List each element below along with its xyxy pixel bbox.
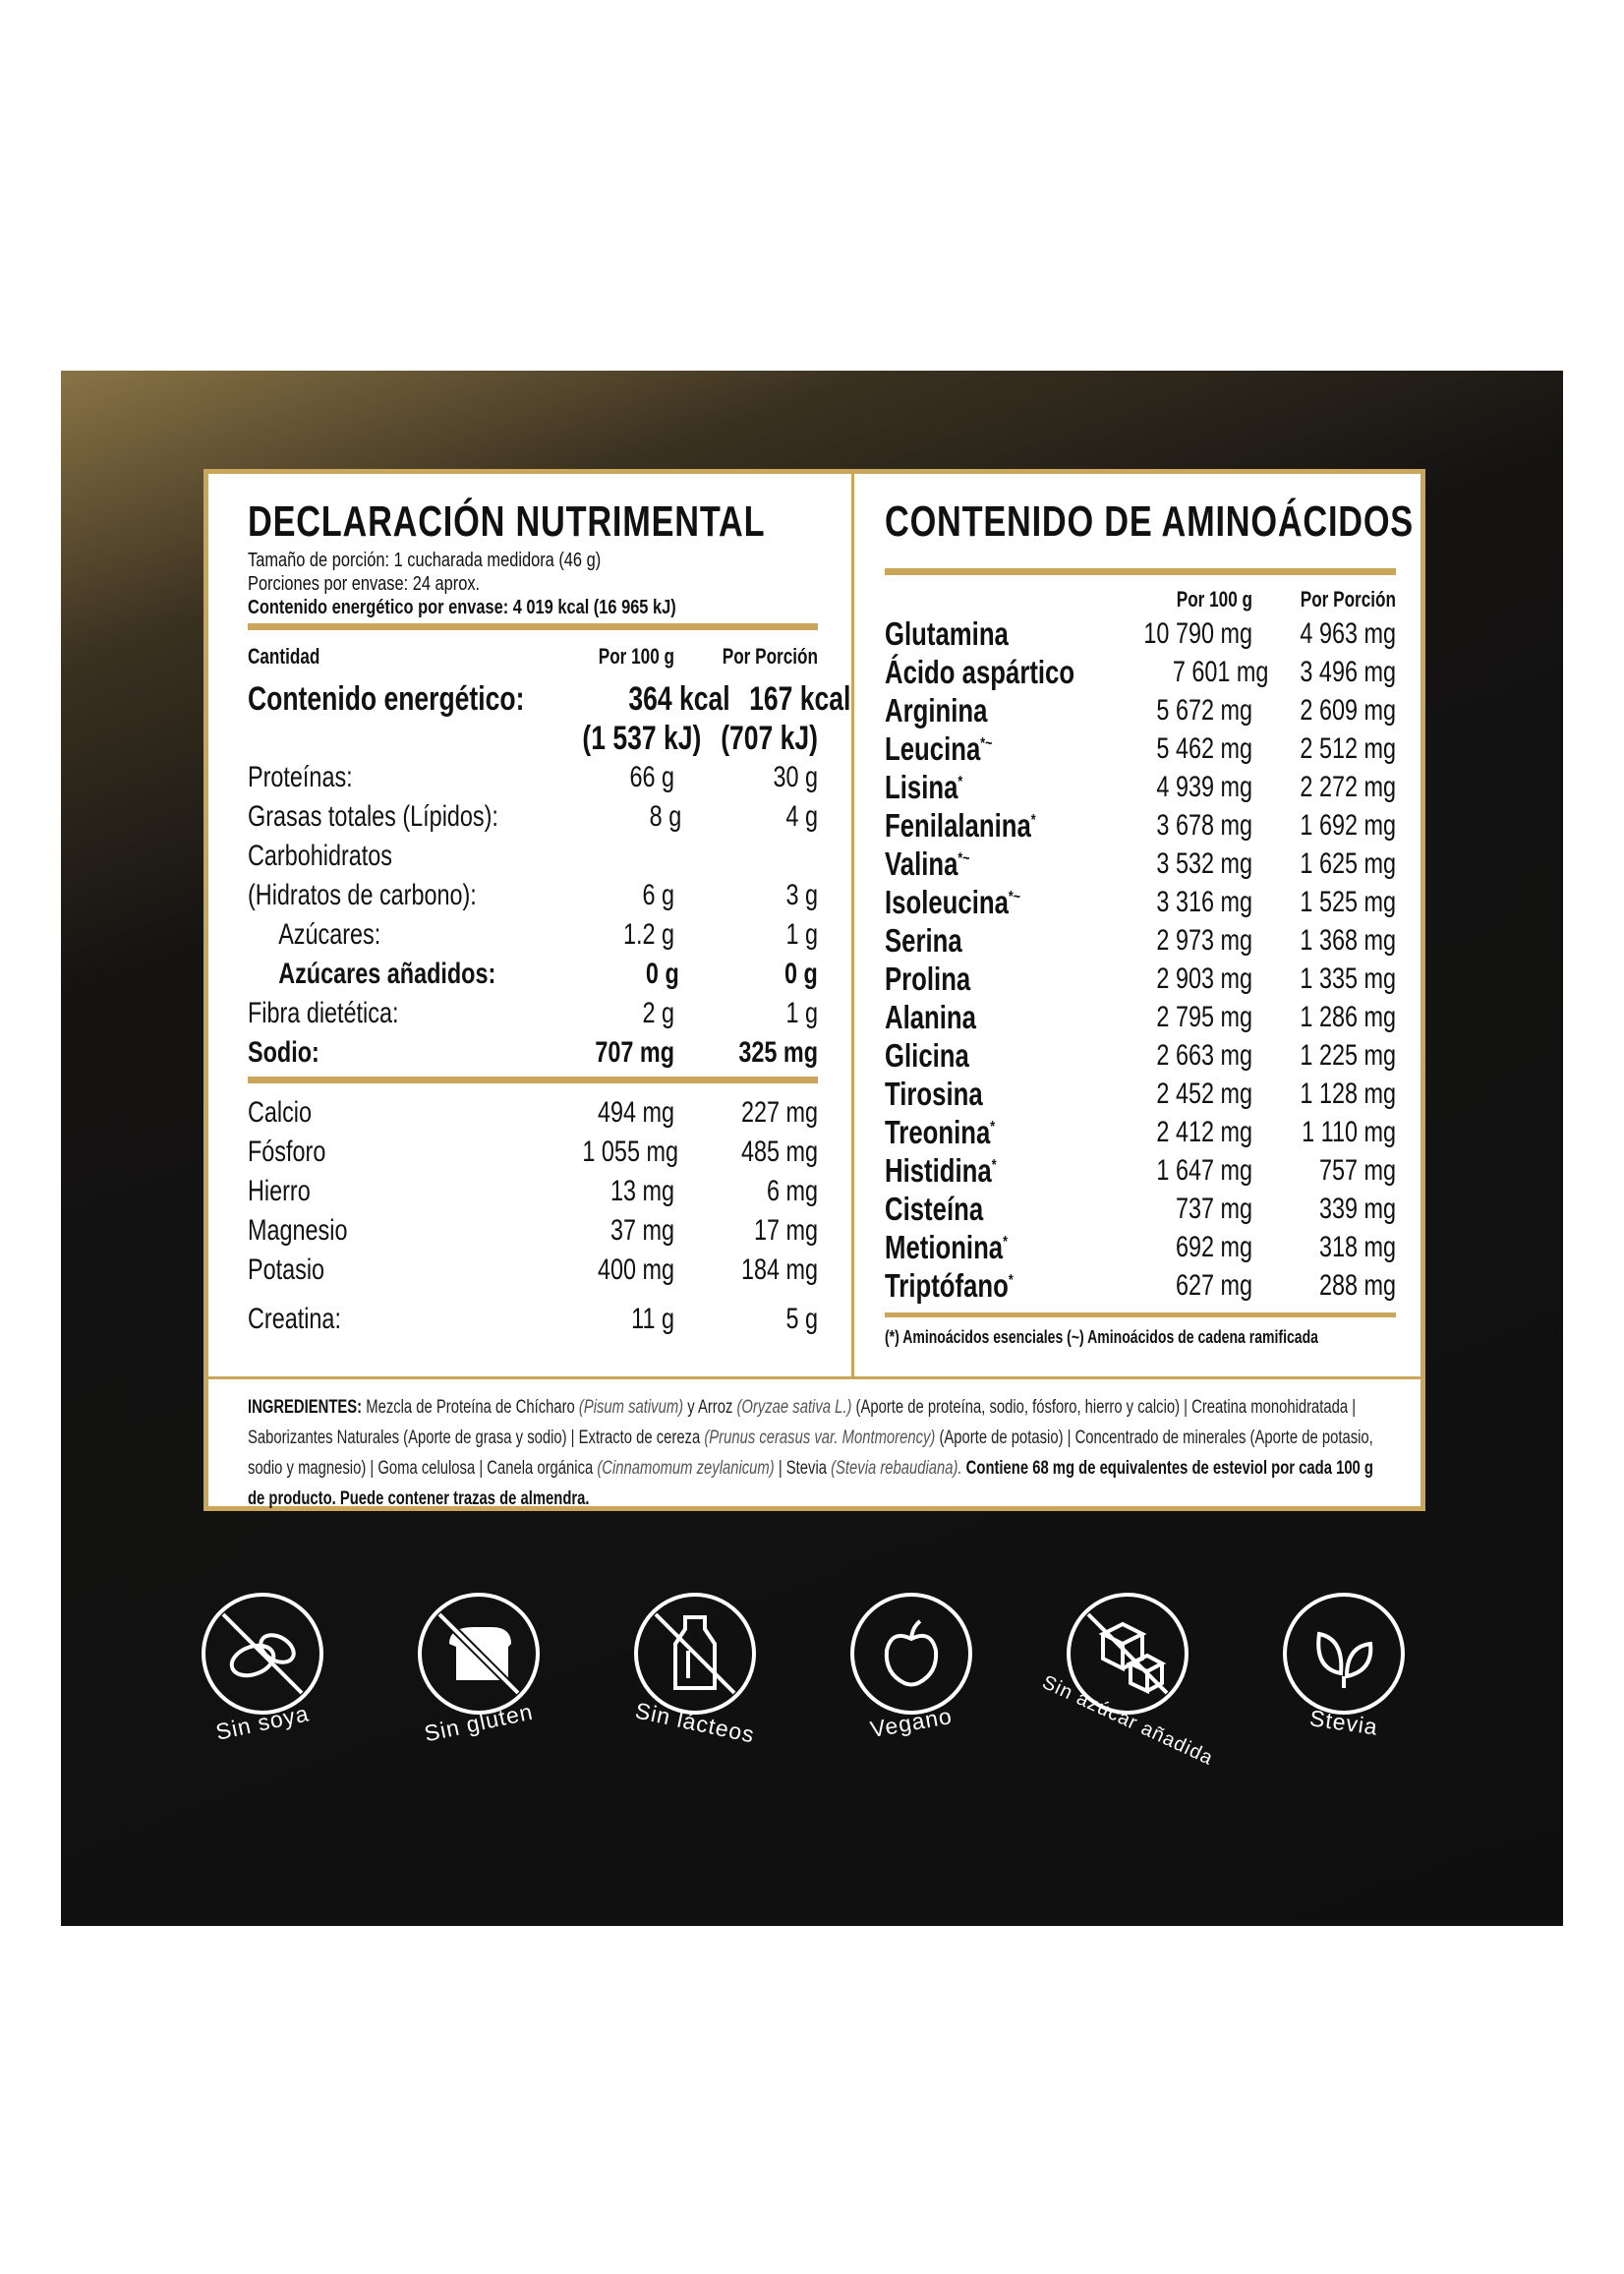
gold-rule bbox=[885, 1312, 1396, 1317]
amino-row: Arginina 5 672 mg 2 609 mg bbox=[885, 692, 1396, 729]
creatine-row: Creatina: 11 g 5 g bbox=[248, 1303, 818, 1335]
amino-row: Histidina* 1 647 mg 757 mg bbox=[885, 1152, 1396, 1189]
energy-kj-serving: (707 kJ) bbox=[721, 720, 818, 757]
mineral-row: Calcio 494 mg 227 mg bbox=[248, 1096, 818, 1129]
badge-sin-azucar bbox=[1039, 1590, 1216, 1786]
amino-row: Tirosina 2 452 mg 1 128 mg bbox=[885, 1076, 1396, 1112]
energy-kcal-serving: 167 kcal bbox=[748, 680, 851, 718]
badge-stevia bbox=[1255, 1590, 1432, 1786]
apple-icon bbox=[847, 1590, 975, 1718]
ingredients-text: INGREDIENTES: Mezcla de Proteína de Chícharo (Pisum sativum) y Arroz (Oryzae sativa L.) (Aporte de proteína, sodio, fósforo, hierro y calcio) | Creatina monohidratada | Saborizantes Naturales (Aporte de grasa y sodio) | Extracto de cereza (Prunus cerasus var. Montmorency) (Aporte de potasio) | Concentrado de minerales (Aporte de potasio, sodio y magnesio) | Goma celulosa | Canela orgánica (Cinnamomum zeylanicum) | Stevia (Stevia rebaudiana). Contiene 68 mg de equivalentes de esteviol por cada 100 g de producto. Puede contener trazas de almendra. bbox=[248, 1397, 1373, 1509]
amino-footnote: (*) Aminoácidos esenciales (~) Aminoácidos de cadena ramificada bbox=[885, 1327, 1318, 1347]
amino-row: Alanina 2 795 mg 1 286 mg bbox=[885, 999, 1396, 1035]
bean-crossed-icon bbox=[199, 1590, 326, 1718]
header-per-serving: Por Porción bbox=[722, 644, 818, 669]
amino-row: Prolina 2 903 mg 1 335 mg bbox=[885, 961, 1396, 997]
column-divider bbox=[851, 474, 854, 1376]
badge-label: Sin soya bbox=[213, 1700, 312, 1745]
amino-row: Cisteína 737 mg 339 mg bbox=[885, 1191, 1396, 1227]
badge-sin-lacteos bbox=[607, 1590, 783, 1786]
header-label: Cantidad bbox=[248, 644, 320, 669]
badge-label: Sin gluten bbox=[422, 1698, 536, 1747]
mineral-row: Fósforo 1 055 mg 485 mg bbox=[248, 1136, 818, 1168]
header-per100: Por 100 g bbox=[598, 644, 674, 669]
amino-header-per100: Por 100 g bbox=[1176, 587, 1252, 612]
energy-per-pack: Contenido energético por envase: 4 019 kcal (16 965 kJ) bbox=[248, 597, 676, 618]
badge-sin-soya bbox=[174, 1590, 351, 1786]
gold-rule bbox=[248, 623, 818, 630]
bread-crossed-icon bbox=[415, 1590, 543, 1718]
nutrient-row: Carbohidratos bbox=[248, 840, 392, 872]
amino-acids bbox=[885, 496, 1414, 1348]
nutrient-row: Grasas totales (Lípidos): 8 g 4 g bbox=[248, 800, 818, 833]
amino-row: Metionina* 692 mg 318 mg bbox=[885, 1229, 1396, 1265]
ingredients-divider bbox=[208, 1376, 1421, 1379]
nutrient-row: Azúcares añadidos: 0 g 0 g bbox=[278, 958, 818, 990]
amino-row: Valina*~ 3 532 mg 1 625 mg bbox=[885, 845, 1396, 882]
mineral-row: Potasio 400 mg 184 mg bbox=[248, 1254, 818, 1286]
energy-label: Contenido energético: bbox=[248, 680, 525, 718]
nutrition-label bbox=[203, 469, 1425, 1511]
amino-row: Ácido aspártico 7 601 mg 3 496 mg bbox=[885, 654, 1396, 690]
energy-kj-100: (1 537 kJ) bbox=[582, 720, 702, 757]
nutrient-row: Sodio: 707 mg 325 mg bbox=[248, 1036, 818, 1069]
leaves-icon bbox=[1280, 1590, 1408, 1718]
amino-row: Glutamina 10 790 mg 4 963 mg bbox=[885, 615, 1396, 652]
nutrient-row: (Hidratos de carbono): 6 g 3 g bbox=[248, 879, 818, 911]
mineral-row: Hierro 13 mg 6 mg bbox=[248, 1175, 818, 1207]
energy-kcal-100: 364 kcal bbox=[628, 680, 730, 718]
nutrition-facts bbox=[248, 496, 851, 1339]
amino-row: Leucina*~ 5 462 mg 2 512 mg bbox=[885, 730, 1396, 767]
nutrition-title: DECLARACIÓN NUTRIMENTAL bbox=[248, 497, 766, 546]
milk-bottle-crossed-icon bbox=[631, 1590, 759, 1718]
amino-row: Fenilalanina* 3 678 mg 1 692 mg bbox=[885, 807, 1396, 844]
amino-row: Serina 2 973 mg 1 368 mg bbox=[885, 922, 1396, 959]
serving-size: Tamaño de porción: 1 cucharada medidora (46 g) bbox=[248, 550, 602, 571]
badge-label: Sin lácteos bbox=[632, 1697, 758, 1748]
nutrient-row: Fibra dietética: 2 g 1 g bbox=[248, 997, 818, 1029]
gold-rule bbox=[248, 1077, 818, 1083]
amino-table bbox=[885, 614, 1396, 1305]
amino-row: Treonina* 2 412 mg 1 110 mg bbox=[885, 1114, 1396, 1150]
badge-vegano bbox=[823, 1590, 1000, 1786]
gold-rule bbox=[885, 568, 1396, 575]
badge-sin-gluten bbox=[390, 1590, 567, 1786]
energy-row bbox=[248, 679, 851, 719]
diet-badges bbox=[203, 1590, 1422, 1786]
nutrient-row: Proteínas: 66 g 30 g bbox=[248, 761, 818, 793]
nutrition-header bbox=[248, 640, 818, 673]
amino-row: Lisina* 4 939 mg 2 272 mg bbox=[885, 769, 1396, 805]
amino-header-per-serving: Por Porción bbox=[1300, 587, 1396, 612]
product-panel bbox=[61, 371, 1563, 1926]
badge-label: Stevia bbox=[1307, 1705, 1380, 1740]
servings-per-pack: Porciones por envase: 24 aprox. bbox=[248, 573, 481, 595]
badge-label: Vegano bbox=[868, 1702, 955, 1743]
mineral-row: Magnesio 37 mg 17 mg bbox=[248, 1214, 818, 1247]
ingredients-label: INGREDIENTES: bbox=[248, 1397, 363, 1418]
amino-row: Triptófano* 627 mg 288 mg bbox=[885, 1267, 1396, 1304]
energy-kj-row bbox=[248, 719, 818, 758]
amino-row: Glicina 2 663 mg 1 225 mg bbox=[885, 1037, 1396, 1074]
amino-row: Isoleucina*~ 3 316 mg 1 525 mg bbox=[885, 884, 1396, 920]
amino-title: CONTENIDO DE AMINOÁCIDOS bbox=[885, 497, 1414, 546]
badge-label: Sin azúcar añadida bbox=[1038, 1671, 1217, 1770]
nutrient-row: Azúcares: 1.2 g 1 g bbox=[278, 918, 818, 951]
